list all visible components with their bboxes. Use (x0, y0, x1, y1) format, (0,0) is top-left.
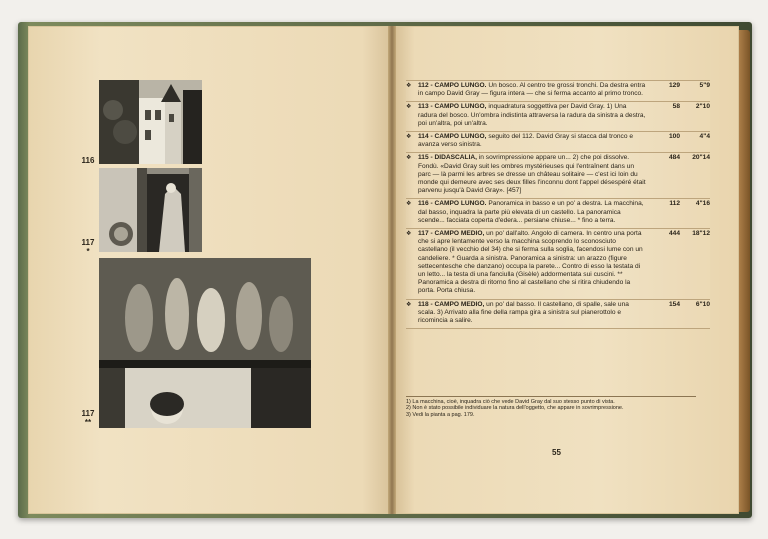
frame-label-116 (80, 156, 96, 165)
frame-count: 484 (668, 154, 680, 162)
shot-duration: 20"14 (692, 154, 710, 162)
footnotes (406, 396, 696, 418)
shot-description: seguito del 112. David Gray si stacca dal tronco e avanza verso sinistra. (418, 133, 634, 149)
tapestry-illustration (99, 258, 311, 428)
shot-list (406, 80, 710, 329)
shot-entry-112 (406, 80, 710, 102)
frame-number: 117 (81, 409, 95, 418)
frame-count: 100 (668, 133, 680, 141)
doorway-illustration (99, 168, 202, 252)
shot-entry-113 (406, 102, 710, 132)
shot-heading: 113 - CAMPO LUNGO, (418, 103, 487, 111)
bullet-icon: ❖ (406, 301, 412, 308)
bullet-icon: ❖ (406, 231, 412, 238)
footnote: 1) La macchina, cioè, inquadra ciò che vede David Gray dal suo stesso punto di vista. (406, 399, 615, 405)
bullet-icon: ❖ (406, 155, 412, 162)
photo-castellan-door (99, 168, 202, 252)
frame-star: * (86, 247, 90, 256)
shot-duration: 6"10 (695, 300, 710, 308)
shot-entry-117 (406, 229, 710, 300)
frame-label-117a (80, 238, 96, 256)
bullet-icon: ❖ (406, 104, 412, 111)
footnote: 2) Non è stato possibile individuare la natura dell'oggetto, che appare in sovrimpressione. (406, 405, 624, 412)
photo-castle-exterior (99, 80, 202, 164)
shot-heading: 114 - CAMPO LUNGO, (418, 133, 487, 141)
frame-number: 117 (81, 238, 95, 247)
shot-duration: 4"16 (695, 200, 710, 208)
bullet-icon: ❖ (406, 201, 412, 208)
shot-entry-114 (406, 132, 710, 153)
shot-description: Un bosco. Al centro tre grossi tronchi. Da destra entra in campo David Gray — figura intera — che si ferma accanto al primo tronco. (418, 82, 646, 98)
shot-entry-115 (406, 153, 710, 199)
shot-entry-116 (406, 199, 710, 229)
shot-heading: 117 - CAMPO MEDIO, (418, 230, 485, 238)
frame-count: 58 (672, 103, 680, 111)
shot-duration: 18"12 (692, 230, 710, 238)
shot-description: in sovrimpressione appare un... 2) che poi dissolve. Fondù. «David Gray suit les ombres mystérieuses qui l'entraînent dans un parc — là parmi les arbres se dresse un château solitaire — c'est ici loin du monde qui demeure avec ses deux filles l'inconnu dont l'appel désespéré était parvenu jusqu'à David Gray». [457] (418, 154, 646, 195)
shot-heading: 118 - CAMPO MEDIO, (418, 300, 485, 308)
frame-count: 154 (668, 300, 680, 308)
castle-illustration (99, 80, 202, 164)
page-number: 55 (552, 448, 561, 457)
shot-heading: 116 - CAMPO LUNGO. (418, 200, 487, 208)
bullet-icon: ❖ (406, 83, 412, 89)
book-gutter (388, 26, 396, 514)
shot-description: Panoramica in basso e un po' a destra. La macchina, dal basso, inquadra la parte più elevata di un castello. La panoramica scende... facciata coperta d'edera... persiane chiuse... * fino a terra. (418, 200, 644, 224)
shot-description: un po' dal basso. Il castellano, di spalle, sale una scala. 3) Arrivato alla fine della rampa gira a sinistra sul pianerottolo e ricomincia a salire. (418, 300, 629, 325)
shot-heading: 112 - CAMPO LUNGO. (418, 82, 487, 89)
frame-label-117b (80, 409, 96, 427)
shot-description: inquadratura soggettiva per David Gray. 1) Una radura del bosco. Un'ombra indistinta attraversa la radura da sinistra a destra, poi un'altra, poi un'altra. (418, 103, 646, 127)
shot-entry-118 (406, 300, 710, 330)
photo-tapestry-bed (99, 258, 311, 428)
shot-description: un po' dall'alto. Angolo di camera. In centro una porta che si apre lentamente verso la macchina scoprendo lo sconosciuto castellano (il vecchio del 34) che si ferma sulla soglia, facendosi lume con un candeliere. * Guarda a sinistra. Panoramica a sinistra: un arazzo (figure settecentesche che danzano) occupa la parete... Contro di esso la testata di un letto... la testa di una fanciulla (Gisèle) addormentata sui cuscini. ** Panoramica a destra di ritorno fino al castellano che si ritira chiudendo la porta. Porta chiusa. (418, 230, 643, 295)
frame-count: 444 (668, 230, 680, 238)
shot-duration: 2"10 (695, 103, 710, 111)
bullet-icon: ❖ (406, 134, 412, 141)
frame-number: 116 (81, 156, 95, 165)
footnote: 3) Vedi la pianta a pag. 179. (406, 411, 475, 418)
shot-heading: 115 - DIDASCALIA, (418, 154, 477, 162)
frame-star: ** (84, 418, 92, 427)
frame-count: 112 (669, 200, 680, 208)
shot-duration: 4"4 (699, 133, 710, 141)
frame-count: 129 (668, 82, 680, 89)
shot-duration: 5"9 (699, 82, 710, 89)
